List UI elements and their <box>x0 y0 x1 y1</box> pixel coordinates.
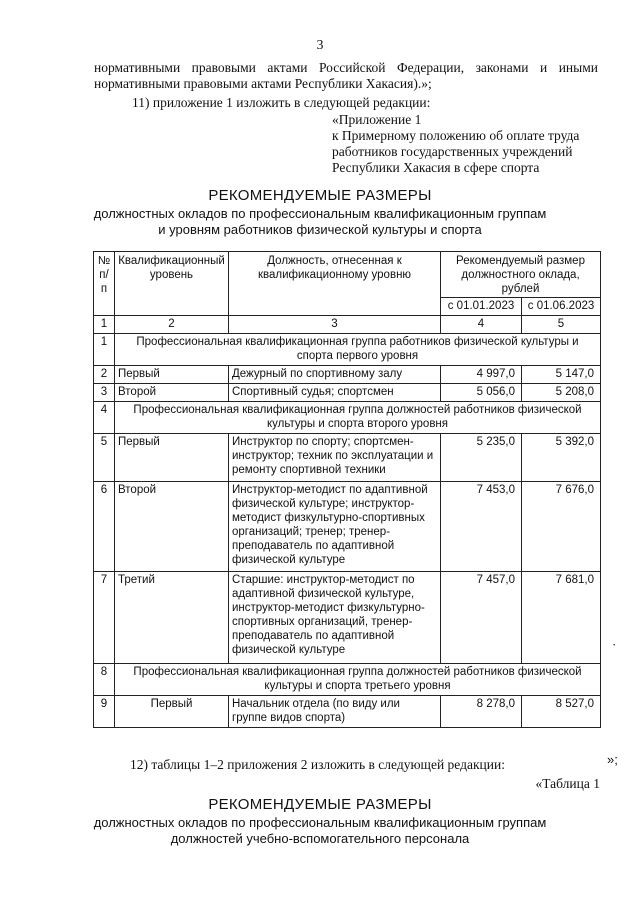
intro-paragraph <box>94 60 598 92</box>
row-position: Спортивный судья; спортсмен <box>229 384 441 402</box>
table-row <box>94 696 601 728</box>
row-number: 1 <box>94 334 115 366</box>
row-number: 7 <box>94 572 115 664</box>
table-row <box>94 366 601 384</box>
row-level: Первый <box>115 366 229 384</box>
head-position: Должность, отнесенная к квалификационному уровню <box>229 252 441 316</box>
closing-mark: »; <box>607 752 618 767</box>
group-title: Профессиональная квалификационная группа должностей работников физической культуры и спорта второго уровня <box>115 402 601 434</box>
colnum-2: 2 <box>115 316 229 334</box>
row-position: Инструктор-методист по адаптивной физической культуре; инструктор-методист физкультурно-спортивных организаций; тренер; тренер-преподаватель по адаптивной физической культуре <box>229 482 441 572</box>
row-value-2: 5 392,0 <box>522 434 601 482</box>
row-number: 5 <box>94 434 115 482</box>
colnum-3: 3 <box>229 316 441 334</box>
head-salary: Рекомендуемый размер должностного оклада, рублей <box>441 252 601 298</box>
group-row <box>94 402 601 434</box>
row-value-2: 5 147,0 <box>522 366 601 384</box>
row-level: Второй <box>115 482 229 572</box>
row-value-2: 7 676,0 <box>522 482 601 572</box>
row-number: 9 <box>94 696 115 728</box>
heading-1-sub-1: должностных окладов по профессиональным квалификационным группам <box>93 206 547 221</box>
heading-2-sub-2: должностей учебно-вспомогательного персонала <box>170 831 470 846</box>
row-value-1: 5 235,0 <box>441 434 522 482</box>
table-row <box>94 434 601 482</box>
heading-1-title: РЕКОМЕНДУЕМЫЕ РАЗМЕРЫ <box>208 187 432 204</box>
column-numbers-row <box>94 316 601 334</box>
attachment-line-1: «Приложение 1 <box>332 112 422 127</box>
row-level: Первый <box>115 434 229 482</box>
head-level: Квалификационный уровень <box>115 252 229 316</box>
row-value-2: 5 208,0 <box>522 384 601 402</box>
colnum-5: 5 <box>522 316 601 334</box>
intro-line-2: нормативными правовыми актами Республики Хакасия).»; <box>94 76 432 91</box>
group-row <box>94 334 601 366</box>
table-1-label: «Таблица 1 <box>535 776 600 791</box>
heading-2-title: РЕКОМЕНДУЕМЫЕ РАЗМЕРЫ <box>208 796 432 813</box>
intro-line-1: нормативными правовыми актами Российской Федерации, законами и иными <box>94 60 598 75</box>
margin-dot: · <box>612 637 617 652</box>
row-position: Дежурный по спортивному залу <box>229 366 441 384</box>
head-date-1: с 01.01.2023 <box>441 298 522 316</box>
head-num: № п/п <box>94 252 115 316</box>
group-title: Профессиональная квалификационная группа работников физической культуры и спорта первого уровня <box>115 334 601 366</box>
row-value-2: 8 527,0 <box>522 696 601 728</box>
table-row <box>94 482 601 572</box>
row-number: 8 <box>94 664 115 696</box>
row-level: Второй <box>115 384 229 402</box>
page-number: 3 <box>316 38 324 53</box>
row-number: 2 <box>94 366 115 384</box>
row-position: Старшие: инструктор-методист по адаптивной физической культуре, инструктор-методист физкультурно-спортивных организаций, тренер-преподаватель по адаптивной физической культуре <box>229 572 441 664</box>
attachment-line-4: Республики Хакасия в сфере спорта <box>332 160 540 175</box>
table-row <box>94 384 601 402</box>
head-date-2: с 01.06.2023 <box>522 298 601 316</box>
heading-1-sub-2: и уровням работников физической культуры и спорта <box>158 222 482 237</box>
row-value-1: 8 278,0 <box>441 696 522 728</box>
row-level: Первый <box>115 696 229 728</box>
item-12: 12) таблицы 1–2 приложения 2 изложить в следующей редакции: <box>130 757 505 772</box>
row-level: Третий <box>115 572 229 664</box>
heading-2-sub-1: должностных окладов по профессиональным квалификационным группам <box>93 815 547 830</box>
row-number: 3 <box>94 384 115 402</box>
item-11: 11) приложение 1 изложить в следующей редакции: <box>132 95 431 110</box>
salary-table <box>93 251 601 728</box>
row-position: Начальник отдела (по виду или группе видов спорта) <box>229 696 441 728</box>
row-value-1: 7 453,0 <box>441 482 522 572</box>
row-value-1: 5 056,0 <box>441 384 522 402</box>
group-row <box>94 664 601 696</box>
row-value-1: 7 457,0 <box>441 572 522 664</box>
colnum-1: 1 <box>94 316 115 334</box>
row-number: 4 <box>94 402 115 434</box>
row-number: 6 <box>94 482 115 572</box>
row-value-1: 4 997,0 <box>441 366 522 384</box>
colnum-4: 4 <box>441 316 522 334</box>
row-value-2: 7 681,0 <box>522 572 601 664</box>
group-title: Профессиональная квалификационная группа должностей работников физической культуры и спорта третьего уровня <box>115 664 601 696</box>
attachment-line-3: работников государственных учреждений <box>332 144 573 159</box>
table-row <box>94 572 601 664</box>
attachment-line-2: к Примерному положению об оплате труда <box>332 128 580 143</box>
row-position: Инструктор по спорту; спортсмен-инструктор; техник по эксплуатации и ремонту спортивной техники <box>229 434 441 482</box>
